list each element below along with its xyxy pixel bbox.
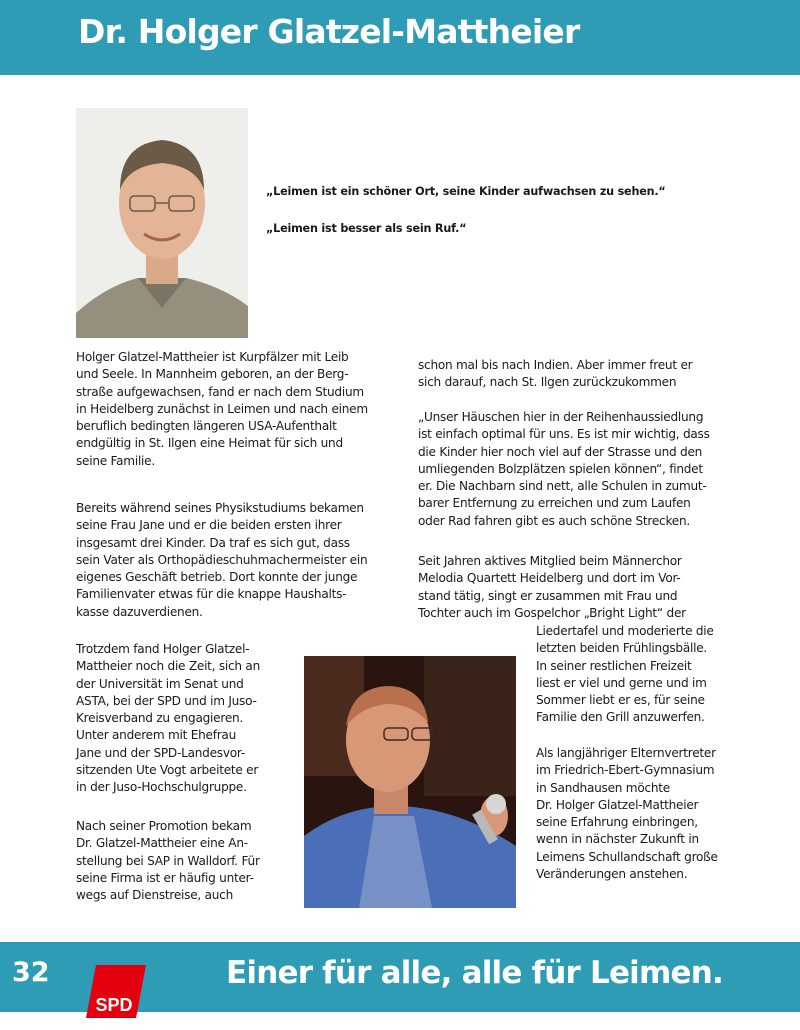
page-title: Dr. Holger Glatzel-Mattheier	[78, 12, 580, 51]
quote-1: „Leimen ist ein schöner Ort, seine Kinder aufwachsen zu sehen.“	[266, 185, 666, 198]
text-line: in der Juso-Hochschulgruppe.	[76, 780, 247, 795]
text-line: eigenes Geschäft betrieb. Dort konnte der junge	[76, 570, 358, 585]
text-line: seine Erfahrung einbringen,	[536, 815, 698, 830]
text-line: in Heidelberg zunächst in Leimen und nach einem	[76, 401, 368, 416]
text-line: Familienvater etwas für die knappe Haushalts-	[76, 587, 347, 602]
text-line: seine Frau Jane und er die beiden ersten ihrer	[76, 518, 342, 533]
text-line: Sommer liebt er es, für seine	[536, 693, 705, 708]
text-line: Liedertafel und moderierte die	[536, 624, 714, 638]
text-line: Leimens Schullandschaft große	[536, 849, 718, 864]
text-line: wegs auf Dienstreise, auch	[76, 888, 233, 903]
portrait-photo	[76, 108, 248, 338]
text-line: stellung bei SAP in Walldorf. Für	[76, 853, 260, 868]
spd-logo-text: SPD	[95, 995, 133, 1015]
text-line: straße aufgewachsen, fand er nach dem Studium	[76, 384, 364, 399]
text-line: sein Vater als Orthopädieschuhmachermeister ein	[76, 552, 368, 567]
text-line: Melodia Quartett Heidelberg und dort im Vor-	[418, 571, 681, 586]
text-line: in Sandhausen möchte	[536, 780, 670, 795]
text-line: letzten beiden Frühlingsbälle.	[536, 641, 708, 656]
text-line: im Friedrich-Ebert-Gymnasium	[536, 763, 715, 778]
text-line: insgesamt drei Kinder. Da traf es sich gut, dass	[76, 535, 350, 550]
text-line: ASTA, bei der SPD und im Juso-	[76, 693, 257, 708]
text-line: Tochter auch im Gospelchor „Bright Light“ der	[418, 605, 686, 620]
text-line: In seiner restlichen Freizeit	[536, 658, 692, 673]
text-line: ist einfach optimal für uns. Es ist mir wichtig, dass	[418, 427, 710, 442]
paragraph-choir-continued	[536, 623, 714, 727]
text-line: er. Die Nachbarn sind nett, alle Schulen in zumut-	[418, 479, 707, 494]
text-line: umliegenden Bolzplätzen spielen können“, findet	[418, 461, 703, 476]
paragraph-career	[76, 818, 260, 904]
text-line: endgültig in St. Ilgen eine Heimat für sich und	[76, 436, 343, 451]
text-line: Dr. Glatzel-Mattheier eine An-	[76, 836, 248, 851]
text-line: Trotzdem fand Holger Glatzel-	[76, 642, 250, 656]
text-line: Veränderungen anstehen.	[536, 867, 688, 882]
text-line: Familie den Grill anzuwerfen.	[536, 710, 705, 725]
slogan: Einer für alle, alle für Leimen.	[226, 955, 723, 991]
text-line: Nach seiner Promotion bekam	[76, 819, 252, 833]
text-line: Holger Glatzel-Mattheier ist Kurpfälzer mit Leib	[76, 350, 349, 364]
text-line: stand tätig, singt er zusammen mit Frau und	[418, 588, 678, 603]
paragraph-choir	[418, 553, 686, 622]
text-line: kasse dazuverdienen.	[76, 604, 203, 619]
text-line: schon mal bis nach Indien. Aber immer freut er	[418, 358, 693, 372]
quote-2: „Leimen ist besser als sein Ruf.“	[266, 222, 467, 235]
paragraph-travel	[418, 357, 692, 392]
text-line: oder Rad fahren gibt es auch schöne Strecken.	[418, 513, 690, 528]
text-line: Unter anderem mit Ehefrau	[76, 728, 237, 743]
text-line: barer Entfernung zu erreichen und zum Laufen	[418, 496, 691, 511]
paragraph-family	[76, 500, 367, 621]
speaking-photo	[304, 656, 516, 908]
text-line: sitzenden Ute Vogt arbeitete er	[76, 763, 259, 778]
text-line: der Universität im Senat und	[76, 676, 244, 691]
text-line: Jane und der SPD-Landesvor-	[76, 745, 245, 760]
text-line: Kreisverband zu engagieren.	[76, 711, 244, 726]
text-line: und Seele. In Mannheim geboren, an der Berg-	[76, 367, 349, 382]
text-line: liest er viel und gerne und im	[536, 675, 707, 690]
page-number: 32	[12, 957, 50, 988]
spd-logo	[82, 962, 150, 1026]
text-line: „Unser Häuschen hier in der Reihenhaussiedlung	[418, 410, 704, 424]
paragraph-engagement	[76, 641, 260, 797]
text-line: Dr. Holger Glatzel-Mattheier	[536, 797, 699, 812]
text-line: sich darauf, nach St. Ilgen zurückzukommen	[418, 375, 677, 390]
paragraph-biography	[76, 349, 368, 470]
text-line: die Kinder hier noch viel auf der Strasse und den	[418, 444, 703, 459]
paragraph-school	[536, 745, 718, 883]
text-line: Als langjähriger Elternvertreter	[536, 746, 716, 760]
text-line: beruflich bedingten längeren USA-Aufenthalt	[76, 419, 337, 434]
text-line: Bereits während seines Physikstudiums bekamen	[76, 501, 364, 515]
text-line: seine Familie.	[76, 453, 155, 468]
paragraph-home	[418, 409, 710, 530]
text-line: wenn in nächster Zukunft in	[536, 832, 699, 847]
text-line: Seit Jahren aktives Mitglied beim Männerchor	[418, 554, 682, 568]
text-line: seine Firma ist er häufig unter-	[76, 870, 254, 885]
text-line: Mattheier noch die Zeit, sich an	[76, 659, 261, 674]
